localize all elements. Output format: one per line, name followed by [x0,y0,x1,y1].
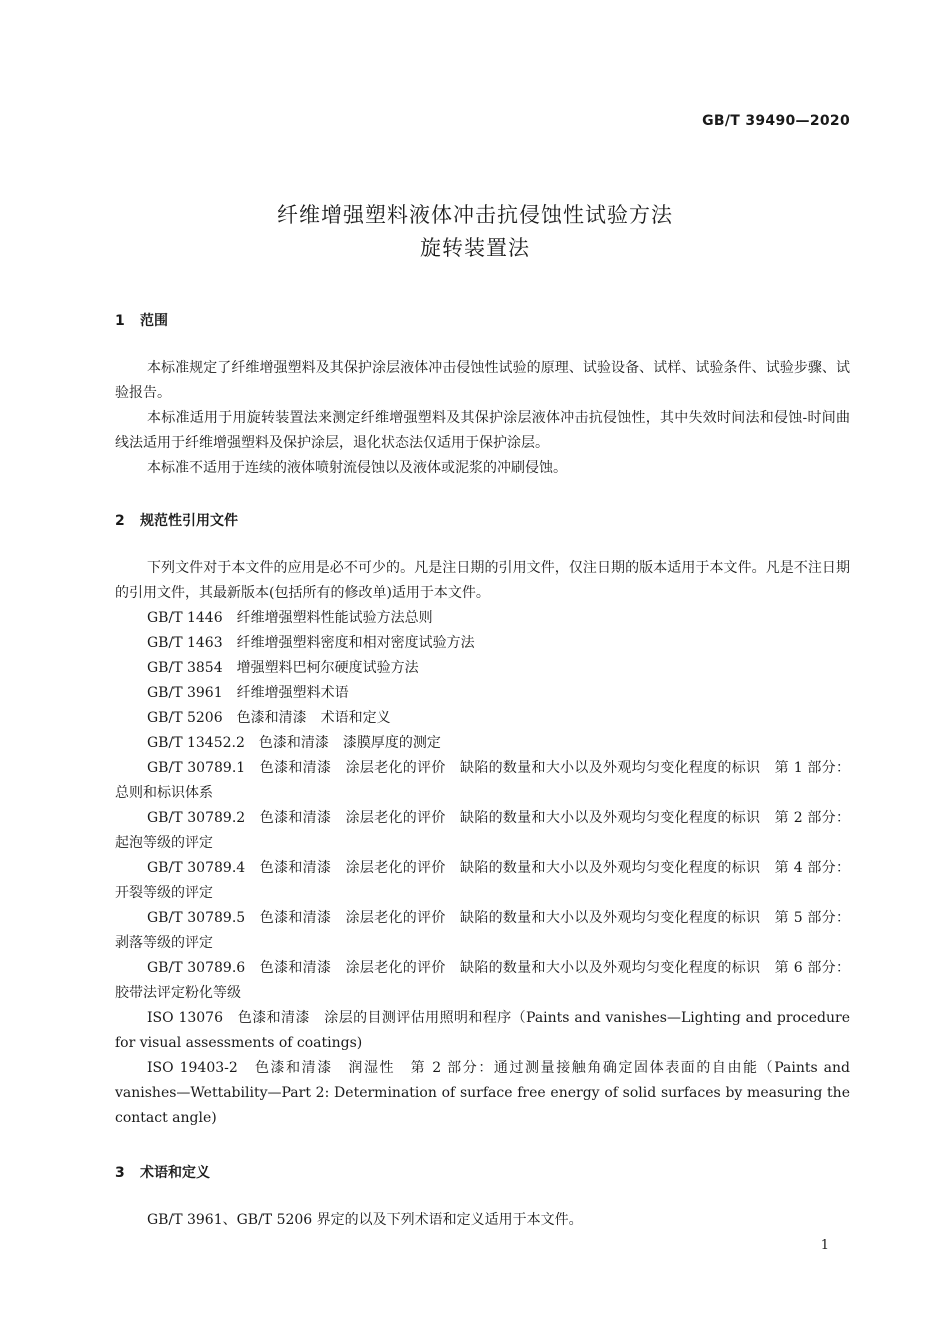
paragraph: 下列文件对于本文件的应用是必不可少的。凡是注日期的引用文件，仅注日期的版本适用于本文件。凡是不注日期的引用文件，其最新版本(包括所有的修改单)适用于本文件。 [115,560,850,601]
reference-item: GB/T 5206 色漆和清漆 术语和定义 [147,710,391,726]
reference-item: GB/T 30789.6 色漆和清漆 涂层老化的评价 缺陷的数量和大小以及外观均匀变化程度的标识 第 6 部分：胶带法评定粉化等级 [115,960,850,1001]
paragraph: 本标准不适用于连续的液体喷射流侵蚀以及液体或泥浆的冲刷侵蚀。 [147,460,567,476]
reference-item: GB/T 3854 增强塑料巴柯尔硬度试验方法 [147,660,419,676]
reference-item: GB/T 30789.4 色漆和清漆 涂层老化的评价 缺陷的数量和大小以及外观均匀变化程度的标识 第 4 部分：开裂等级的评定 [115,860,850,901]
document-subtitle: 旋转装置法 [420,236,530,260]
section-heading-terms-definitions [115,1162,210,1182]
section-number: 2 [115,513,125,529]
document-title: 纤维增强塑料液体冲击抗侵蚀性试验方法 [277,203,673,227]
reference-item: GB/T 30789.5 色漆和清漆 涂层老化的评价 缺陷的数量和大小以及外观均匀变化程度的标识 第 5 部分：剥落等级的评定 [115,910,850,951]
section-heading-scope [115,310,168,330]
reference-item: GB/T 30789.2 色漆和清漆 涂层老化的评价 缺陷的数量和大小以及外观均匀变化程度的标识 第 2 部分：起泡等级的评定 [115,810,850,851]
paragraph: GB/T 3961、GB/T 5206 界定的以及下列术语和定义适用于本文件。 [147,1212,583,1228]
section-heading-normative-references [115,510,238,530]
reference-item: ISO 13076 色漆和清漆 涂层的目测评估用照明和程序（Paints and vanishes—Lighting and procedure for visual assessments of coatings) [115,1010,850,1051]
section-title: 规范性引用文件 [140,513,238,529]
section-title: 术语和定义 [140,1165,210,1181]
reference-item: ISO 19403-2 色漆和清漆 润湿性 第 2 部分：通过测量接触角确定固体表面的自由能（Paints and vanishes—Wettability—Part 2: Determination of surface free energy of solid surfaces by measuring the contact angle) [115,1060,850,1126]
reference-item: GB/T 1446 纤维增强塑料性能试验方法总则 [147,610,433,626]
reference-item: GB/T 1463 纤维增强塑料密度和相对密度试验方法 [147,635,475,651]
paragraph: 本标准规定了纤维增强塑料及其保护涂层液体冲击侵蚀性试验的原理、试验设备、试样、试验条件、试验步骤、试验报告。 [115,360,850,401]
page-number: 1 [820,1238,829,1253]
section-title: 范围 [140,313,168,329]
paragraph: 本标准适用于用旋转装置法来测定纤维增强塑料及其保护涂层液体冲击抗侵蚀性，其中失效时间法和侵蚀-时间曲线法适用于纤维增强塑料及保护涂层，退化状态法仅适用于保护涂层。 [115,410,850,451]
reference-item: GB/T 3961 纤维增强塑料术语 [147,685,349,701]
reference-item: GB/T 13452.2 色漆和清漆 漆膜厚度的测定 [147,735,441,751]
standard-code: GB/T 39490—2020 [702,113,850,129]
reference-item: GB/T 30789.1 色漆和清漆 涂层老化的评价 缺陷的数量和大小以及外观均匀变化程度的标识 第 1 部分：总则和标识体系 [115,760,850,801]
section-number: 3 [115,1165,125,1181]
section-number: 1 [115,313,125,329]
